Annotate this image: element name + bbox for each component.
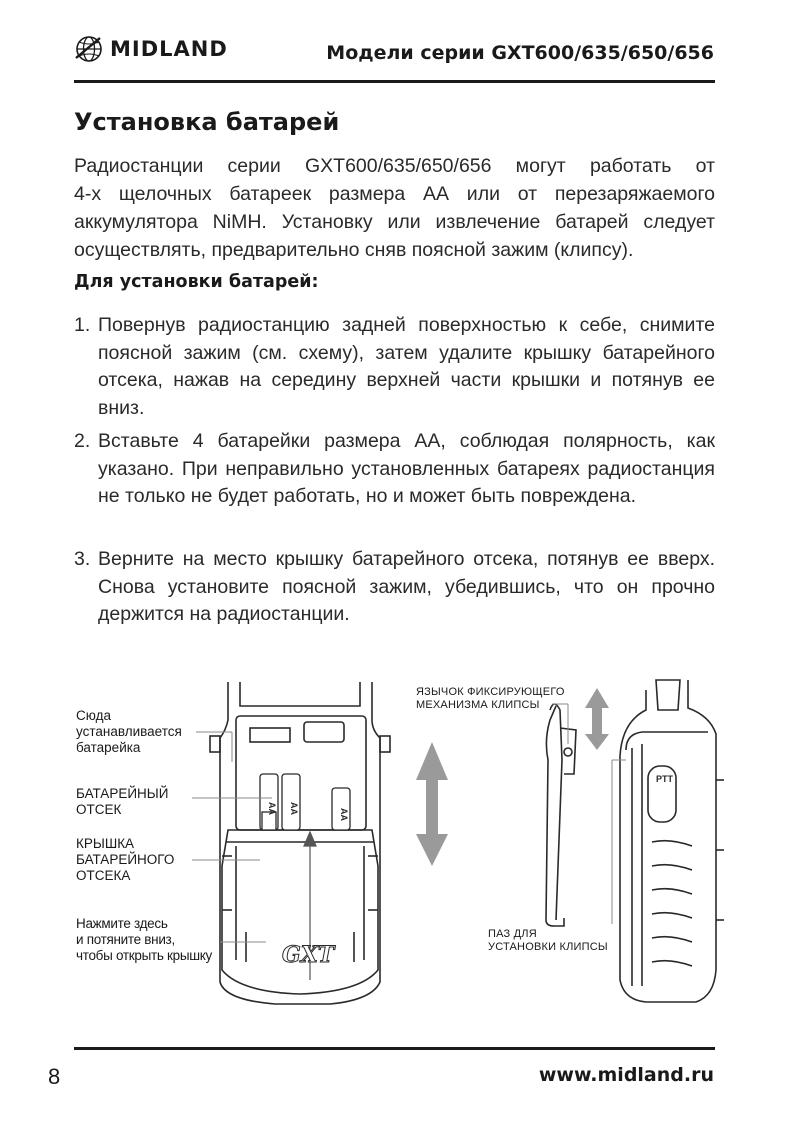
document-title: Модели серии GXT600/635/650/656 [326,42,714,64]
website-link[interactable]: www.midland.ru [538,1064,714,1086]
small-double-arrow-icon [585,688,609,750]
gxt-logo: GXT [282,942,335,968]
callout-clip-slot [488,928,608,954]
page-header [0,0,790,80]
step-text: Повернув радиостанцию задней поверхностью к себе, снимите поясной зажим (см. схему), затем удалите крышку батарейного отсека, нажав на середину верхней части крышки и потянув ее вниз. [98,314,715,419]
brand-name: MIDLAND [110,37,228,61]
step-item [74,312,715,422]
section-title: Установка батарей [74,108,340,136]
callout-line: Нажмите здесь [76,916,168,931]
step-item [74,546,715,629]
battery-installation-figure [60,670,740,1015]
subheading: Для установки батарей: [74,272,319,292]
step-text: Вставьте 4 батарейки размера АА, соблюдая полярность, как указано. При неправильно установленных батареях радиостанция не только не будет работать, но и может быть повреждена. [98,430,715,507]
callout-line: Сюда [76,708,111,723]
callout-line: устанавливается [76,724,182,739]
battery-label: AA [289,802,299,815]
intro-line: осуществлять, предварительно сняв поясной зажим (клипсу). [74,239,634,261]
callout-clip-tab [416,686,565,712]
step-item [74,428,715,511]
callout-press-here [76,916,212,964]
callout-line: ОТСЕК [76,802,122,817]
battery-label: AA [267,802,277,815]
step-number: 3. [74,548,91,570]
page-number: 8 [48,1064,61,1089]
callout-compartment-cover [76,836,174,884]
callout-line: чтобы открыть крышку [76,948,212,963]
callout-line: БАТАРЕЙНЫЙ [76,786,169,801]
callout-line: МЕХАНИЗМА КЛИПСЫ [416,699,540,711]
intro-line: аккумулятора NiMH. Установку или извлечение батарей следует [74,211,715,233]
callout-line: КРЫШКА [76,836,135,851]
callout-line: ОТСЕКА [76,868,131,883]
ptt-button-label: PTT [656,774,673,784]
intro-paragraph [74,152,715,264]
callout-line: и потяните вниз, [76,932,175,947]
belt-clip [546,704,576,926]
footer-divider [74,1047,715,1050]
midland-logo [74,34,228,64]
step-number: 1. [74,314,91,336]
callout-line: ПАЗ ДЛЯ [488,928,537,940]
callout-line: ЯЗЫЧОК ФИКСИРУЮЩЕГО [416,686,565,698]
intro-line: Радиостанции серии GXT600/635/650/656 могут работать от [74,155,715,177]
callout-battery-compartment [76,786,168,818]
step-number: 2. [74,430,91,452]
battery-label: AA [339,808,349,821]
callout-line: БАТАРЕЙНОГО [76,852,175,867]
callout-battery-slot [76,708,182,756]
callout-line: батарейка [76,740,141,755]
radio-side-view [620,680,724,1002]
step-text: Верните на место крышку батарейного отсека, потянув ее вверх. Снова установите поясной зажим, убедившись, что он прочно держится на радиостанции. [98,548,715,625]
double-arrow-icon [416,742,448,866]
globe-icon [74,34,104,64]
callout-line: УСТАНОВКИ КЛИПСЫ [488,941,608,953]
intro-line: 4-х щелочных батареек размера АА или от перезаряжаемого [74,183,715,205]
header-divider [74,80,715,83]
